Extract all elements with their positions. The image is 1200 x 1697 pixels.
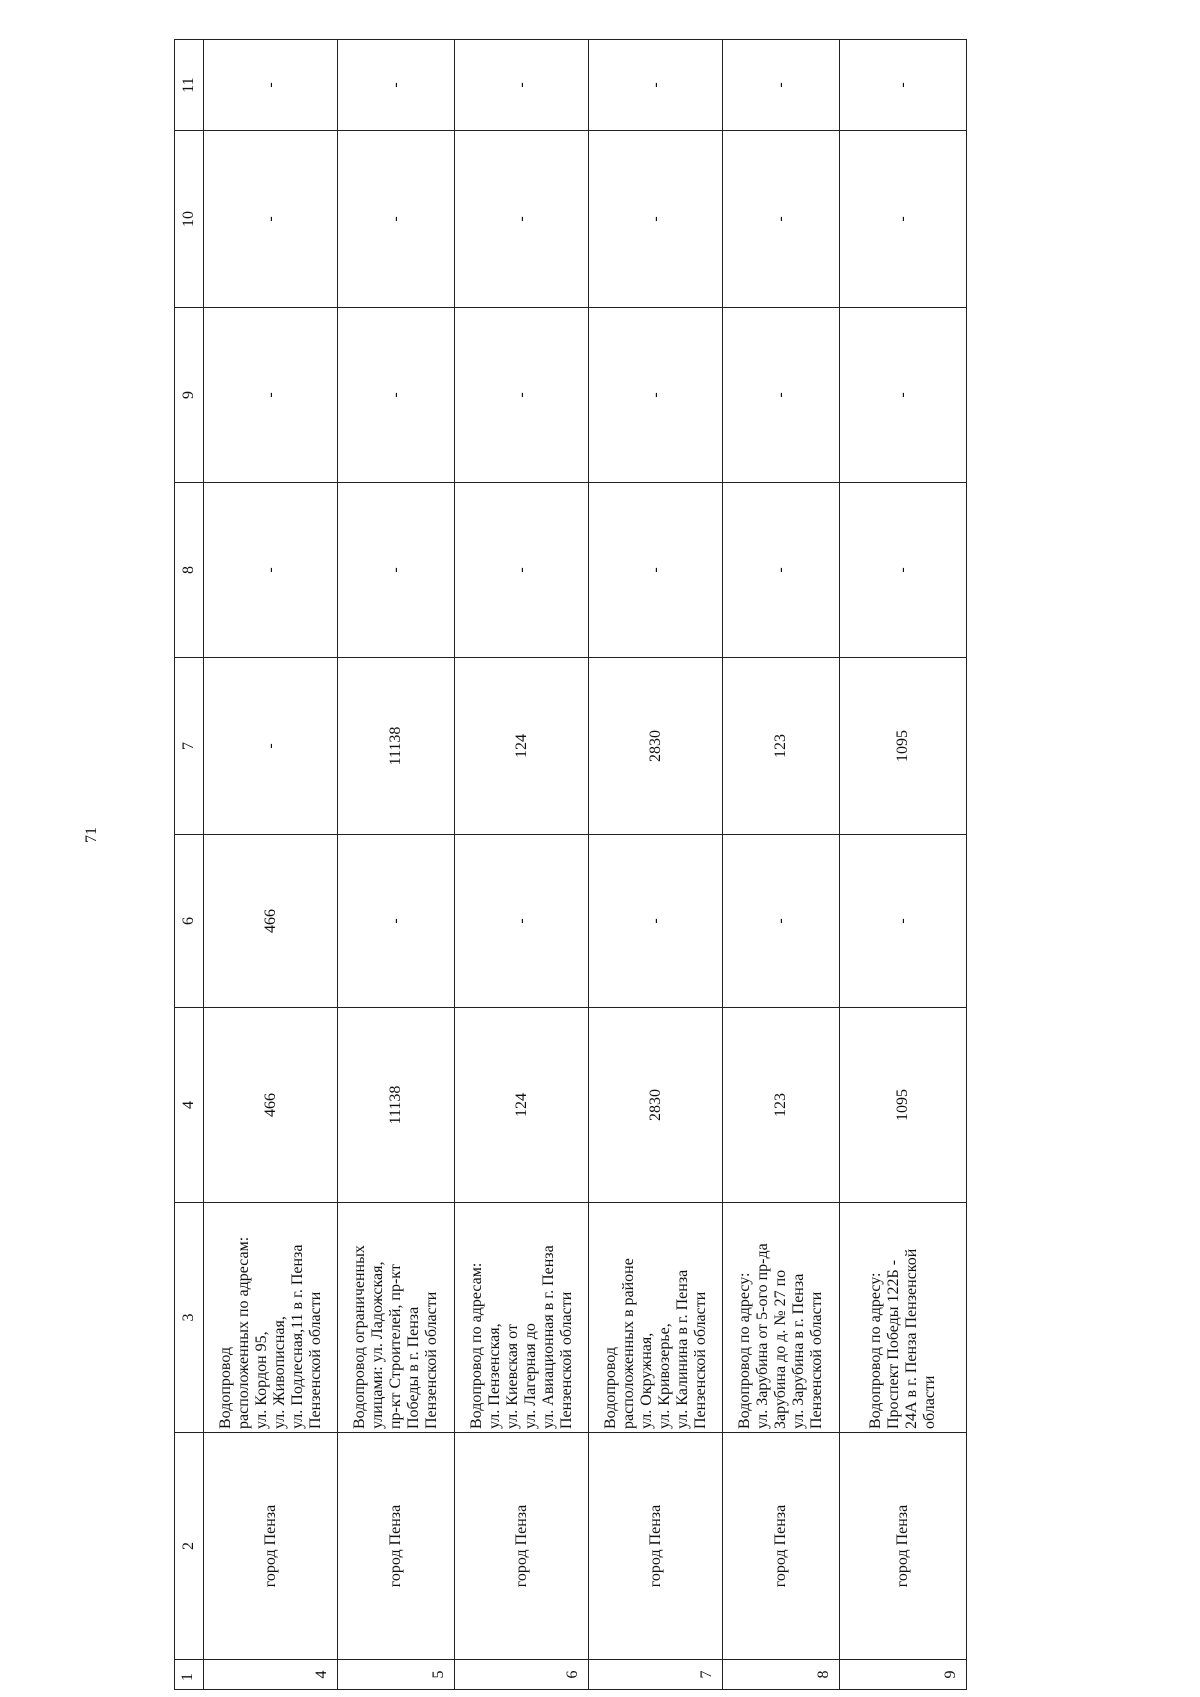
value-cell-10: - bbox=[204, 131, 338, 308]
data-table bbox=[174, 39, 967, 1690]
value-cell-4: 2830 bbox=[589, 1008, 723, 1203]
address-line: ул. Окружная, bbox=[637, 1332, 655, 1429]
table-row bbox=[338, 40, 455, 1690]
address-line: ул. Кордон 95, bbox=[252, 1331, 270, 1429]
city-cell: город Пенза bbox=[204, 1433, 338, 1660]
address-cell bbox=[840, 1203, 967, 1433]
row-number-cell: 8 bbox=[723, 1660, 840, 1690]
table-wrapper bbox=[174, 40, 959, 1690]
address-line: Пензенской области bbox=[557, 1291, 575, 1429]
value-cell-8: - bbox=[840, 483, 967, 658]
value-cell-10: - bbox=[840, 131, 967, 308]
row-number-cell: 5 bbox=[338, 1660, 455, 1690]
address-line: ул. Пензенская, bbox=[485, 1323, 503, 1429]
address-line: Зарубина до д. № 27 по bbox=[772, 1269, 789, 1429]
header-cell: 3 bbox=[175, 1203, 204, 1433]
address-line: области bbox=[921, 1375, 938, 1429]
city-cell: город Пенза bbox=[589, 1433, 723, 1660]
header-cell: 11 bbox=[175, 40, 204, 131]
value-cell-10: - bbox=[723, 131, 840, 308]
address-line: Водопровод bbox=[216, 1346, 234, 1429]
value-cell-4: 11138 bbox=[338, 1008, 455, 1203]
address-line: Водопровод bbox=[601, 1346, 619, 1429]
city-cell: город Пенза bbox=[840, 1433, 967, 1660]
address-line: Пензенской области bbox=[423, 1291, 440, 1429]
row-number-cell: 7 bbox=[589, 1660, 723, 1690]
value-cell-8: - bbox=[589, 483, 723, 658]
address-line: улицами: ул. Ладожская, bbox=[369, 1261, 386, 1429]
value-cell-8: - bbox=[455, 483, 589, 658]
value-cell-8: - bbox=[204, 483, 338, 658]
address-cell bbox=[723, 1203, 840, 1433]
value-cell-7: 11138 bbox=[338, 658, 455, 835]
page-number: 71 bbox=[83, 827, 100, 843]
value-cell-10: - bbox=[338, 131, 455, 308]
row-number-cell: 6 bbox=[455, 1660, 589, 1690]
address-line: Пензенской области bbox=[808, 1291, 825, 1429]
address-line: Победы в г. Пенза bbox=[405, 1306, 422, 1429]
value-cell-11: - bbox=[589, 40, 723, 131]
city-cell: город Пенза bbox=[723, 1433, 840, 1660]
value-cell-11: - bbox=[338, 40, 455, 131]
value-cell-9: - bbox=[204, 308, 338, 483]
address-line: Водопровод ограниченных bbox=[351, 1245, 368, 1429]
value-cell-6: - bbox=[338, 835, 455, 1008]
table-row bbox=[204, 40, 338, 1690]
address-cell bbox=[455, 1203, 589, 1433]
header-cell: 9 bbox=[175, 308, 204, 483]
value-cell-8: - bbox=[723, 483, 840, 658]
header-cell: 1 bbox=[175, 1660, 204, 1690]
table-row bbox=[723, 40, 840, 1690]
value-cell-9: - bbox=[338, 308, 455, 483]
value-cell-4: 124 bbox=[455, 1008, 589, 1203]
address-line: ул. Живописная, bbox=[270, 1316, 288, 1429]
value-cell-11: - bbox=[840, 40, 967, 131]
address-line: ул. Зарубина в г. Пенза bbox=[790, 1273, 807, 1429]
table-row bbox=[589, 40, 723, 1690]
address-line: ул. Кривозерье, bbox=[655, 1323, 673, 1429]
value-cell-6: 466 bbox=[204, 835, 338, 1008]
value-cell-4: 1095 bbox=[840, 1008, 967, 1203]
header-cell: 4 bbox=[175, 1008, 204, 1203]
table-body bbox=[204, 40, 967, 1690]
address-line: ул. Киевская от bbox=[503, 1324, 521, 1429]
value-cell-11: - bbox=[204, 40, 338, 131]
value-cell-4: 123 bbox=[723, 1008, 840, 1203]
address-line: Пензенской области bbox=[691, 1291, 709, 1429]
value-cell-7: 2830 bbox=[589, 658, 723, 835]
address-line: расположенных по адресам: bbox=[234, 1236, 252, 1429]
address-line: ул. Подлесная,11 в г. Пенза bbox=[288, 1244, 306, 1429]
address-line: Водопровод по адресу: bbox=[736, 1272, 753, 1429]
value-cell-4: 466 bbox=[204, 1008, 338, 1203]
value-cell-9: - bbox=[840, 308, 967, 483]
value-cell-11: - bbox=[723, 40, 840, 131]
header-cell: 7 bbox=[175, 658, 204, 835]
table-row bbox=[840, 40, 967, 1690]
row-number-cell: 9 bbox=[840, 1660, 967, 1690]
address-line: пр-кт Строителей, пр-кт bbox=[387, 1264, 404, 1429]
value-cell-10: - bbox=[455, 131, 589, 308]
address-line: ул. Авиационная в г. Пенза bbox=[539, 1245, 557, 1429]
address-line: ул. Зарубина от 5-ого пр-да bbox=[754, 1243, 771, 1429]
address-cell bbox=[589, 1203, 723, 1433]
address-line: расположенных в районе bbox=[619, 1258, 637, 1429]
value-cell-11: - bbox=[455, 40, 589, 131]
city-cell: город Пенза bbox=[338, 1433, 455, 1660]
value-cell-9: - bbox=[723, 308, 840, 483]
header-cell: 6 bbox=[175, 835, 204, 1008]
address-line: ул. Лагерная до bbox=[521, 1323, 539, 1429]
value-cell-7: 123 bbox=[723, 658, 840, 835]
value-cell-10: - bbox=[589, 131, 723, 308]
header-row bbox=[175, 40, 204, 1690]
city-cell: город Пенза bbox=[455, 1433, 589, 1660]
value-cell-7: 124 bbox=[455, 658, 589, 835]
address-line: Водопровод по адресу: bbox=[867, 1272, 884, 1429]
value-cell-7: 1095 bbox=[840, 658, 967, 835]
address-cell bbox=[338, 1203, 455, 1433]
value-cell-9: - bbox=[455, 308, 589, 483]
table-row bbox=[455, 40, 589, 1690]
value-cell-6: - bbox=[589, 835, 723, 1008]
address-line: ул. Калинина в г. Пенза bbox=[673, 1269, 691, 1429]
value-cell-9: - bbox=[589, 308, 723, 483]
header-cell: 8 bbox=[175, 483, 204, 658]
header-cell: 2 bbox=[175, 1433, 204, 1660]
address-line: 24А в г. Пенза Пензенской bbox=[903, 1248, 920, 1429]
value-cell-8: - bbox=[338, 483, 455, 658]
value-cell-6: - bbox=[840, 835, 967, 1008]
address-line: Водопровод по адресам: bbox=[467, 1262, 485, 1429]
address-cell bbox=[204, 1203, 338, 1433]
address-line: Пензенской области bbox=[306, 1291, 324, 1429]
header-cell: 10 bbox=[175, 131, 204, 308]
value-cell-6: - bbox=[455, 835, 589, 1008]
address-line: Проспект Победы 122Б - bbox=[885, 1259, 902, 1429]
row-number-cell: 4 bbox=[204, 1660, 338, 1690]
value-cell-7: - bbox=[204, 658, 338, 835]
value-cell-6: - bbox=[723, 835, 840, 1008]
